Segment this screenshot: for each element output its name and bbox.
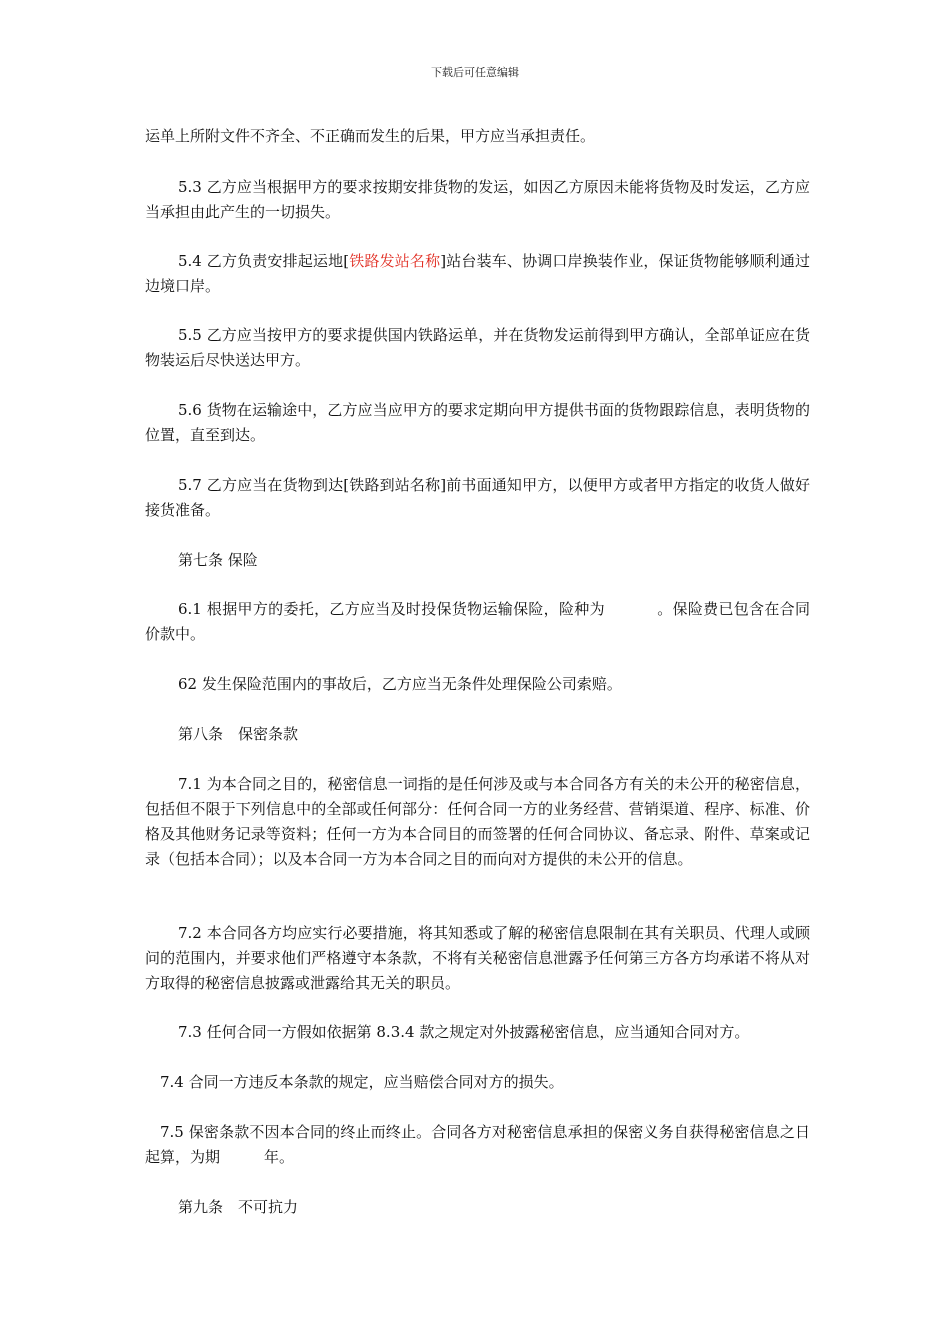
paragraph-5-4-part1: 5.4 乙方负责安排起运地[ [178, 252, 350, 270]
paragraph-6-1-part2: 。保险费已包含在合同价款中。 [145, 600, 810, 643]
heading-article-8: 第八条 保密条款 [178, 725, 299, 743]
paragraph-5-4-part2: ]站台装车、协调口岸换装作业，保证货物能够顺利通过边境口岸。 [145, 252, 810, 295]
placeholder-departure-station: 铁路发站名称 [349, 252, 441, 270]
paragraph-7-1: 7.1 为本合同之目的，秘密信息一词指的是任何涉及或与本合同各方有关的未公开的秘密信息，包括但不限于下列信息中的全部或任何部分：任何合同一方的业务经营、营销渠道、程序、标准、价格及其他财务记录等资料；任何一方为本合同目的而签署的任何合同协议、备忘录、附件、草案或记录（包括本合同）；以及本合同一方为本合同之目的而向对方提供的未公开的信息。 [145, 775, 810, 868]
heading-article-7: 第七条 保险 [178, 551, 258, 569]
paragraph-waybill-liability: 运单上所附文件不齐全、不正确而发生的后果，甲方应当承担责任。 [145, 127, 596, 145]
paragraph-7-3: 7.3 任何合同一方假如依据第 8.3.4 款之规定对外披露秘密信息，应当通知合同对方。 [178, 1023, 750, 1041]
paragraph-6-2: 62 发生保险范围内的事故后，乙方应当无条件处理保险公司索赔。 [178, 675, 622, 693]
paragraph-5-6: 5.6 货物在运输途中，乙方应当应甲方的要求定期向甲方提供书面的货物跟踪信息，表明货物的位置，直至到达。 [145, 401, 810, 444]
paragraph-5-4 [145, 249, 810, 299]
paragraph-7-4: 7.4 合同一方违反本条款的规定，应当赔偿合同对方的损失。 [160, 1073, 564, 1091]
paragraph-7-2: 7.2 本合同各方均应实行必要措施，将其知悉或了解的秘密信息限制在其有关职员、代理人或顾问的范围内，并要求他们严格遵守本条款，不将有关秘密信息泄露予任何第三方各方均承诺不将从对方取得的秘密信息披露或泄露给其无关的职员。 [145, 924, 810, 992]
paragraph-6-1 [145, 597, 810, 647]
paragraph-5-3: 5.3 乙方应当根据甲方的要求按期安排货物的发运，如因乙方原因未能将货物及时发运，乙方应当承担由此产生的一切损失。 [145, 178, 810, 221]
page-header: 下载后可任意编辑 [431, 66, 519, 79]
paragraph-5-5: 5.5 乙方应当按甲方的要求提供国内铁路运单，并在货物发运前得到甲方确认，全部单证应在货物装运后尽快送达甲方。 [145, 326, 810, 369]
paragraph-7-5-part2: 年。 [264, 1148, 295, 1166]
paragraph-5-7: 5.7 乙方应当在货物到达[铁路到站名称]前书面通知甲方，以便甲方或者甲方指定的收货人做好接货准备。 [145, 476, 810, 519]
paragraph-7-5 [145, 1120, 810, 1170]
paragraph-6-1-part1: 6.1 根据甲方的委托，乙方应当及时投保货物运输保险，险种为 [178, 600, 605, 618]
heading-article-9: 第九条 不可抗力 [178, 1198, 299, 1216]
paragraph-7-5-part1: 7.5 保密条款不因本合同的终止而终止。合同各方对秘密信息承担的保密义务自获得秘密信息之日起算，为期 [145, 1123, 810, 1166]
